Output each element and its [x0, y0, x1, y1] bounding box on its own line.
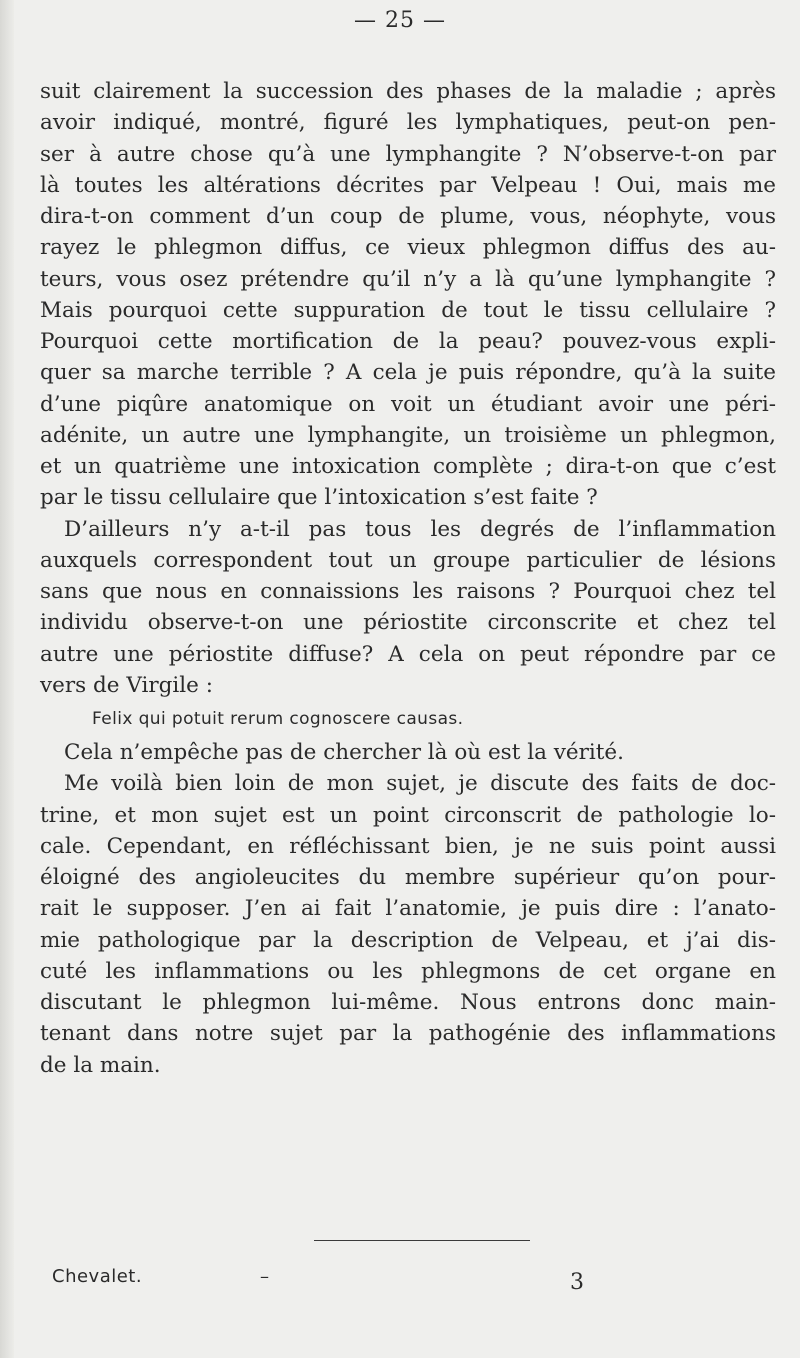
latin-quote: Felix qui potuit rerum cognoscere causas. [92, 709, 464, 729]
text-line: avoir indiqué, montré, figuré les lymphatiques, peut-on pen- [40, 110, 776, 136]
signature-dash: – [260, 1266, 269, 1287]
text-line: mie pathologique par la description de Velpeau, et j’ai dis- [40, 927, 776, 953]
text-line: cuté les inflammations ou les phlegmons de cet organe en [40, 958, 776, 984]
text-line: dira-t-on comment d’un coup de plume, vous, néophyte, vous [40, 204, 776, 229]
text-line: D’ailleurs n’y a-t-il pas tous les degrés de l’inflammation [64, 516, 776, 542]
page-number: — 25 — [354, 8, 446, 33]
sheet-number: 3 [570, 1270, 584, 1295]
text-line: vers de Virgile : [40, 672, 213, 698]
text-line: rait le supposer. J’en ai fait l’anatomie, je puis dire : l’anato- [40, 896, 776, 922]
text-line: de la main. [40, 1052, 161, 1078]
text-line: sans que nous en connaissions les raisons ? Pourquoi chez tel [40, 579, 776, 604]
text-line: cale. Cependant, en réfléchissant bien, je ne suis point aussi [40, 833, 776, 859]
text-line: et un quatrième une intoxication complète ; dira-t-on que c’est [40, 454, 776, 479]
text-line: individu observe-t-on une périostite circonscrite et chez tel [40, 610, 776, 636]
text-line: trine, et mon sujet est un point circonscrit de pathologie lo- [40, 802, 776, 828]
text-line: Mais pourquoi cette suppuration de tout le tissu cellulaire ? [40, 297, 776, 323]
text-line: ser à autre chose qu’à une lymphangite ? N’observe-t-on par [40, 141, 776, 167]
binding-edge [0, 0, 14, 1358]
text-line: teurs, vous osez prétendre qu’il n’y a là qu’une lymphangite ? [40, 266, 776, 292]
text-line: Me voilà bien loin de mon sujet, je discute des faits de doc- [64, 771, 776, 797]
text-line: discutant le phlegmon lui-même. Nous entrons donc main- [40, 990, 776, 1015]
footer-rule [314, 1240, 530, 1241]
text-line: là toutes les altérations décrites par Velpeau ! Oui, mais me [40, 172, 776, 198]
text-line: Pourquoi cette mortification de la peau? pouvez-vous expli- [40, 329, 776, 354]
text-line: par le tissu cellulaire que l’intoxication s’est faite ? [40, 485, 598, 511]
text-line: d’une piqûre anatomique on voit un étudiant avoir une péri- [40, 391, 776, 417]
text-line: éloigné des angioleucites du membre supérieur qu’on pour- [40, 865, 776, 890]
text-line: adénite, un autre une lymphangite, un troisième un phlegmon, [40, 422, 776, 448]
body-text [40, 76, 776, 1081]
text-line: autre une périostite diffuse? A cela on peut répondre par ce [40, 641, 776, 667]
text-line: Cela n’empêche pas de chercher là où est la vérité. [64, 740, 624, 765]
printer-signature: Chevalet. [52, 1266, 143, 1287]
text-line: auxquels correspondent tout un groupe particulier de lésions [40, 547, 776, 573]
text-line: suit clairement la succession des phases de la maladie ; après [40, 79, 776, 104]
text-line: rayez le phlegmon diffus, ce vieux phlegmon diffus des au- [40, 235, 776, 261]
text-line: tenant dans notre sujet par la pathogénie des inflammations [40, 1021, 776, 1047]
text-line: quer sa marche terrible ? A cela je puis répondre, qu’à la suite [40, 360, 776, 386]
